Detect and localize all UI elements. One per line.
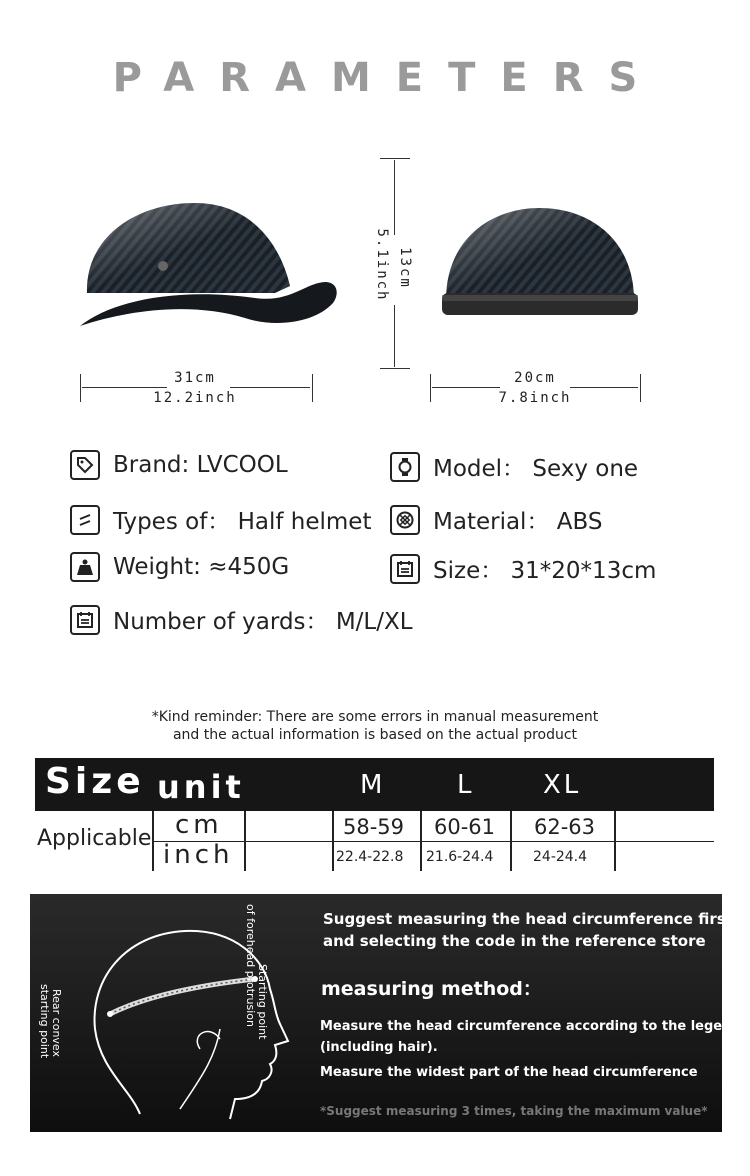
suggest-line-2: and selecting the code in the reference store	[323, 932, 706, 950]
spec-size	[390, 552, 656, 585]
dim-line	[394, 305, 395, 367]
spec-types-label: Types of： Half helmet	[113, 509, 372, 535]
cm-xl: 62-63	[534, 815, 596, 839]
dim-line	[82, 387, 167, 388]
row-label-applicable: Applicable	[37, 826, 152, 851]
reminder-line-1: *Kind reminder: There are some errors in manual measurement	[151, 709, 599, 725]
front-width-inch: 7.8inch	[498, 390, 572, 406]
dim-tick	[430, 374, 431, 402]
spec-size-label: Size： 31*20*13cm	[433, 558, 657, 584]
header-size: Size	[45, 761, 145, 802]
helmet-front-image	[440, 205, 640, 320]
reminder-line-2: and the actual information is based on the actual product	[172, 727, 578, 743]
inch-xl: 24-24.4	[533, 849, 588, 865]
weight-icon	[70, 552, 100, 582]
header-l: L	[457, 770, 472, 800]
size-table-header	[35, 758, 714, 811]
label-rear-line-2: starting point	[38, 984, 51, 1059]
spec-weight	[70, 552, 289, 582]
unit-cm: cm	[175, 810, 223, 840]
height-cm: 13cm	[397, 247, 413, 289]
label-rear-line-1: Rear convex	[50, 989, 63, 1058]
spec-weight-label: Weight: ≈450G	[113, 554, 290, 580]
cm-l: 60-61	[434, 815, 496, 839]
page-title: PARAMETERS	[112, 55, 663, 101]
measuring-panel	[30, 894, 746, 1132]
side-width-inch: 12.2inch	[153, 390, 237, 406]
helmet-side-image	[75, 198, 345, 333]
spec-material	[390, 503, 602, 536]
spec-yards	[70, 603, 413, 636]
height-inch: 5.1inch	[374, 228, 390, 302]
spec-yards-label: Number of yards： M/L/XL	[113, 609, 413, 635]
spec-brand-label: Brand: LVCOOL	[113, 452, 288, 478]
tag-icon	[70, 450, 100, 480]
dim-line	[432, 387, 500, 388]
measuring-note: *Suggest measuring 3 times, taking the maximum value*	[320, 1104, 708, 1118]
spec-model	[390, 450, 638, 483]
unit-inch: inch	[163, 840, 234, 870]
side-width-cm: 31cm	[174, 370, 216, 386]
method-title: measuring method：	[321, 978, 542, 1000]
dim-line	[394, 160, 395, 235]
header-unit: unit	[157, 768, 245, 806]
dim-line	[230, 387, 310, 388]
suggest-line-1: Suggest measuring the head circumference first	[323, 910, 733, 928]
front-width-cm: 20cm	[514, 370, 556, 386]
calendar-icon	[70, 605, 100, 635]
spec-model-label: Model： Sexy one	[433, 456, 639, 482]
dim-tick	[312, 374, 313, 402]
spec-brand	[70, 450, 288, 480]
dim-tick	[80, 374, 81, 402]
inch-m: 22.4-22.8	[336, 849, 404, 865]
spec-types	[70, 503, 371, 536]
watch-icon	[390, 452, 420, 482]
calendar-icon	[390, 554, 420, 584]
step1-line-2: (including hair).	[320, 1040, 438, 1055]
step1-line-1: Measure the head circumference according to the legend,	[320, 1019, 746, 1034]
label-forehead-line-1: Starting point	[256, 964, 269, 1040]
header-m: M	[360, 770, 383, 800]
spec-material-label: Material： ABS	[433, 509, 603, 535]
header-xl: XL	[543, 770, 582, 800]
dim-line	[570, 387, 638, 388]
dim-tick	[380, 368, 410, 369]
cm-m: 58-59	[343, 815, 405, 839]
kind-reminder	[0, 708, 750, 744]
lines-icon	[70, 505, 100, 535]
ball-icon	[390, 505, 420, 535]
step2: Measure the widest part of the head circumference	[320, 1065, 698, 1080]
table-row-divider	[152, 841, 714, 842]
dim-tick	[640, 374, 641, 402]
dim-tick	[380, 158, 410, 159]
inch-l: 21.6-24.4	[426, 849, 494, 865]
label-forehead-line-2: of forehead protrusion	[244, 904, 257, 1027]
